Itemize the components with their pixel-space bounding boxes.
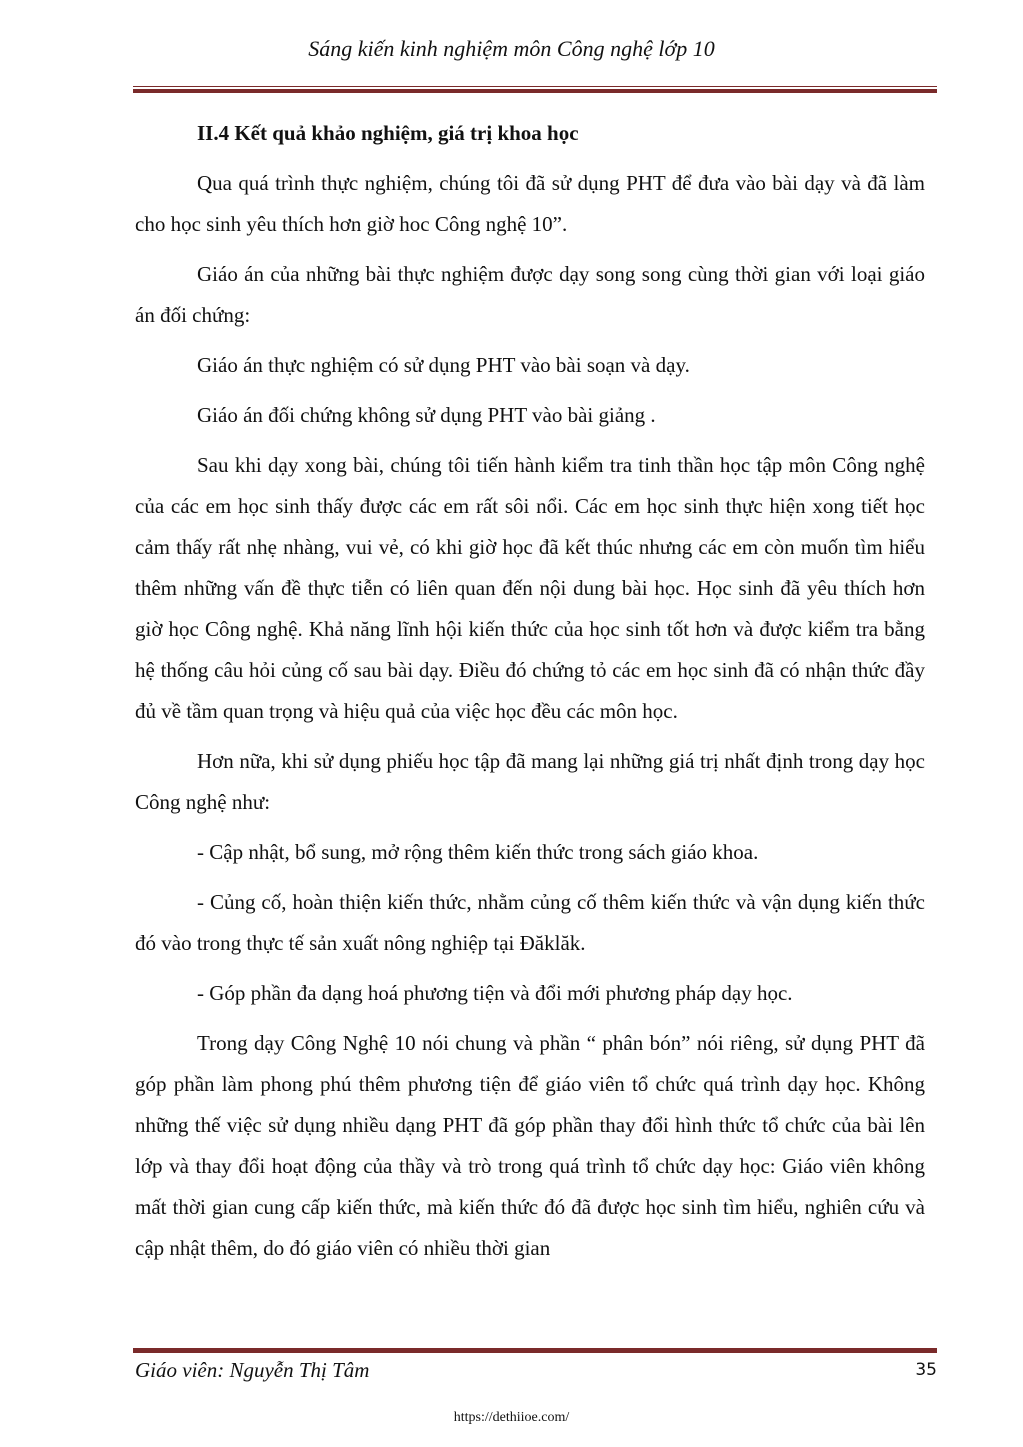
paragraph: Qua quá trình thực nghiệm, chúng tôi đã sử dụng PHT để đưa vào bài dạy và đã làm cho học sinh yêu thích hơn giờ hoc Công nghệ 10”. [135,171,925,236]
list-item: - Củng cố, hoàn thiện kiến thức, nhằm củng cố thêm kiến thức và vận dụng kiến thức đó vào trong thực tế sản xuất nông nghiệp tại Đăklăk. [135,890,925,955]
section-heading: II.4 Kết quả khảo nghiệm, giá trị khoa học [197,121,579,145]
footer-author: Giáo viên: Nguyễn Thị Tâm [135,1358,370,1382]
page-header-title: Sáng kiến kinh nghiệm môn Công nghệ lớp 10 [308,36,715,61]
source-url-link[interactable]: https://dethiioe.com/ [453,1410,570,1425]
document-body [135,113,925,1269]
paragraph: Hơn nữa, khi sử dụng phiếu học tập đã mang lại những giá trị nhất định trong dạy học Công nghệ như: [135,749,925,814]
paragraph: Giáo án đối chứng không sử dụng PHT vào bài giảng . [197,403,656,427]
header-divider [133,86,937,93]
paragraph: Trong dạy Công Nghệ 10 nói chung và phần “ phân bón” nói riêng, sử dụng PHT đã góp phần làm phong phú thêm phương tiện để giáo viên tổ chức quá trình dạy học. Không những thế việc sử dụng nhiều dạng PHT đã góp phần thay đổi hình thức tổ chức của bài lên lớp và thay đổi hoạt động của thầy và trò trong quá trình tổ chức dạy học: Giáo viên không mất thời gian cung cấp kiến thức, mà kiến thức đó đã được học sinh tìm hiểu, nghiên cứu và cập nhật thêm, do đó giáo viên có nhiều thời gian [135,1031,925,1260]
list-item: - Cập nhật, bổ sung, mở rộng thêm kiến thức trong sách giáo khoa. [197,840,759,864]
paragraph: Giáo án của những bài thực nghiệm được dạy song song cùng thời gian với loại giáo án đối chứng: [135,262,925,327]
paragraph: Sau khi dạy xong bài, chúng tôi tiến hành kiểm tra tinh thần học tập môn Công nghệ của các em học sinh thấy được các em rất sôi nổi. Các em học sinh thực hiện xong tiết học cảm thấy rất nhẹ nhàng, vui vẻ, có khi giờ học đã kết thúc nhưng các em còn muốn tìm hiểu thêm những vấn đề thực tiễn có liên quan đến nội dung bài học. Học sinh đã yêu thích hơn giờ học Công nghệ. Khả năng lĩnh hội kiến thức của học sinh tốt hơn và được kiểm tra bằng hệ thống câu hỏi củng cố sau bài dạy. Điều đó chứng tỏ các em học sinh đã có nhận thức đầy đủ về tầm quan trọng và hiệu quả của việc học đều các môn học. [135,453,925,723]
footer-divider [133,1346,937,1353]
paragraph: Giáo án thực nghiệm có sử dụng PHT vào bài soạn và dạy. [197,353,690,377]
list-item: - Góp phần đa dạng hoá phương tiện và đổi mới phương pháp dạy học. [197,981,793,1005]
page-number: 35 [915,1360,937,1380]
